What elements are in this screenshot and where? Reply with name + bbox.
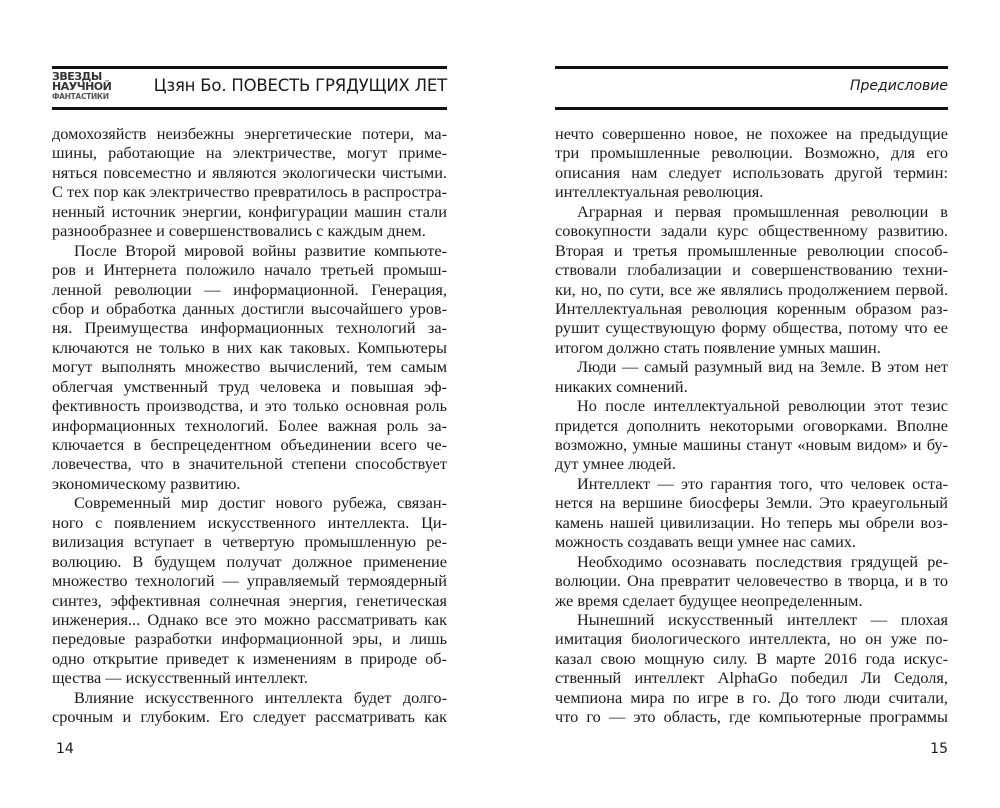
text-line: можность создавать вещи умнее нас самих. [555, 532, 857, 552]
text-line: вилизация вступает в четвертую промышленную ре- [52, 532, 447, 552]
text-line: Но после интеллектуальной революции этот тезис [577, 396, 948, 416]
text-line: ного с появлением искусственного интеллекта. Ци- [52, 512, 447, 532]
page-body-text [52, 124, 447, 727]
running-section-title: Предисловие [850, 78, 948, 94]
text-line: же время сделает будущее неопределенным. [555, 590, 863, 610]
paragraph [52, 241, 447, 494]
text-line: возможно, умные машины станут «новым видом» и бу- [555, 435, 948, 454]
paragraph [555, 610, 948, 727]
header-rule-bottom [52, 107, 447, 110]
header-rule-top [52, 66, 447, 69]
text-line: Интеллектуальная революция коренным образом раз- [555, 298, 948, 318]
text-line: имитация биологического интеллекта, но он уже по- [555, 629, 948, 649]
text-line: совокупности задали курс общественному развитию. [555, 221, 948, 241]
paragraph [52, 124, 447, 241]
paragraph [52, 493, 447, 687]
text-line: три промышленные революции. Возможно, для его [555, 143, 948, 163]
text-line: придется дополнить некоторыми оговорками. Вполне [555, 415, 948, 435]
text-line: дут умнее людей. [555, 454, 676, 474]
paragraph [52, 688, 447, 727]
text-line: чемпиона мира по игре в го. До того люди считали, [555, 687, 948, 707]
text-line: волюции. Она превратит человечество в творца, и в то [555, 571, 948, 591]
text-line: Люди — самый разумный вид на Земле. В этом нет [577, 357, 948, 377]
text-line: няться повсеместно и являются экологически чистыми. [52, 162, 447, 182]
text-line: Влияние искусственного интеллекта будет долго- [74, 687, 447, 707]
text-line: никаких сомнений. [555, 376, 688, 396]
text-line: С тех пор как электричество превратилось в распростра- [52, 182, 447, 202]
text-line: что го — это область, где компьютерные программы [555, 707, 948, 727]
text-line: домохозяйств неизбежны энергетические потери, ма- [52, 124, 447, 143]
text-line: интеллектуальная революция. [555, 182, 764, 202]
text-line: ственный интеллект AlphaGo победил Ли Седоля, [555, 668, 948, 688]
paragraph [555, 357, 948, 396]
text-line: ленной революции — информационной. Генерация, [52, 279, 447, 299]
text-line: ки, но, по сути, все же являлись продолжением первой. [555, 279, 948, 299]
text-line: Аграрная и первая промышленная революции в [577, 201, 948, 221]
text-line: разнообразнее и совершенствовались с каждым днем. [52, 221, 426, 241]
logo-line: ФАНТАСТИКИ [52, 92, 109, 101]
text-line: нечто совершенно новое, не похожее на предыдущие [555, 124, 948, 143]
text-line: фективность производства, и это только основная роль [52, 396, 447, 416]
text-line: передовые разработки информационной эры, и лишь [52, 629, 447, 649]
text-line: описания нам следует использовать другой термин: [555, 162, 948, 182]
text-line: щества — искусственный интеллект. [52, 668, 308, 688]
logo-line: НАУЧНОЙ [52, 80, 112, 93]
paragraph [555, 552, 948, 610]
text-line: Интеллект — это гарантия того, что человек оста- [577, 473, 948, 493]
text-line: инженерия... Однако все это можно рассматривать как [52, 609, 447, 629]
text-line: Нынешний искусственный интеллект — плохая [577, 609, 948, 629]
paragraph [555, 396, 948, 474]
text-line: ненный источник энергии, конфигурации машин стали [52, 201, 447, 221]
text-line: нется на вершине биосферы Земли. Это краеугольный [555, 493, 948, 513]
page-number: 14 [56, 741, 74, 757]
series-logo [52, 72, 122, 104]
text-line: волюцию. В будущем получат должное применение [52, 551, 447, 571]
header-rule-top [555, 66, 948, 69]
text-line: Необходимо осознавать последствия грядущей ре- [577, 551, 948, 571]
running-title: Цзян Бо. ПОВЕСТЬ ГРЯДУЩИХ ЛЕТ [153, 76, 447, 95]
text-line: ров и Интернета положило начало третьей промыш- [52, 260, 447, 280]
page-number: 15 [930, 741, 948, 757]
text-line: экономическому развитию. [52, 473, 241, 493]
text-line: После Второй мировой войны развитие компьюте- [74, 240, 447, 260]
text-line: ствовали глобализации и совершенствованию техни- [555, 260, 948, 280]
paragraph [555, 202, 948, 358]
text-line: могут выполнять множество вычислений, тем самым [52, 357, 447, 377]
header-rule-bottom [555, 107, 948, 110]
page-body-text [555, 124, 948, 727]
text-line: облегчая умственный труд человека и повышая эф- [52, 376, 447, 396]
text-line: информационных технологий. Более важная роль за- [52, 415, 447, 435]
left-page [52, 0, 447, 808]
text-line: множество технологий — управляемый термоядерный [52, 571, 447, 591]
text-line: ключаются не только в них как таковых. Компьютеры [52, 337, 447, 357]
text-line: итогом должно стать появление умных машин. [555, 337, 881, 357]
text-line: сбор и обработка данных достигли высочайшего уров- [52, 298, 447, 318]
text-line: камень нашей цивилизации. Но теперь мы обрели воз- [555, 512, 948, 532]
text-line: синтез, эффективная солнечная энергия, генетическая [52, 590, 447, 610]
text-line: шины, работающие на электричестве, могут приме- [52, 143, 447, 163]
text-line: ключается в беспрецедентном объединении всего че- [52, 435, 447, 454]
right-page [555, 0, 948, 808]
text-line: срочным и глубоким. Его следует рассматривать как [52, 707, 447, 727]
text-line: рушит существующую форму общества, потому что ее [555, 318, 948, 338]
text-line: Современный мир достиг нового рубежа, связан- [74, 493, 447, 513]
text-line: казал свою мощную силу. В марте 2016 года искус- [555, 648, 948, 668]
paragraph [555, 474, 948, 552]
text-line: ня. Преимущества информационных технологий за- [52, 318, 447, 338]
logo-line: ЗВЕЗДЫ [52, 70, 102, 83]
text-line: Вторая и третья промышленные революции способ- [555, 240, 948, 260]
paragraph [555, 124, 948, 202]
text-line: ловечества, что в значительной степени способствует [52, 454, 447, 474]
text-line: одно открытие приведет к изменениям в природе об- [52, 648, 447, 668]
